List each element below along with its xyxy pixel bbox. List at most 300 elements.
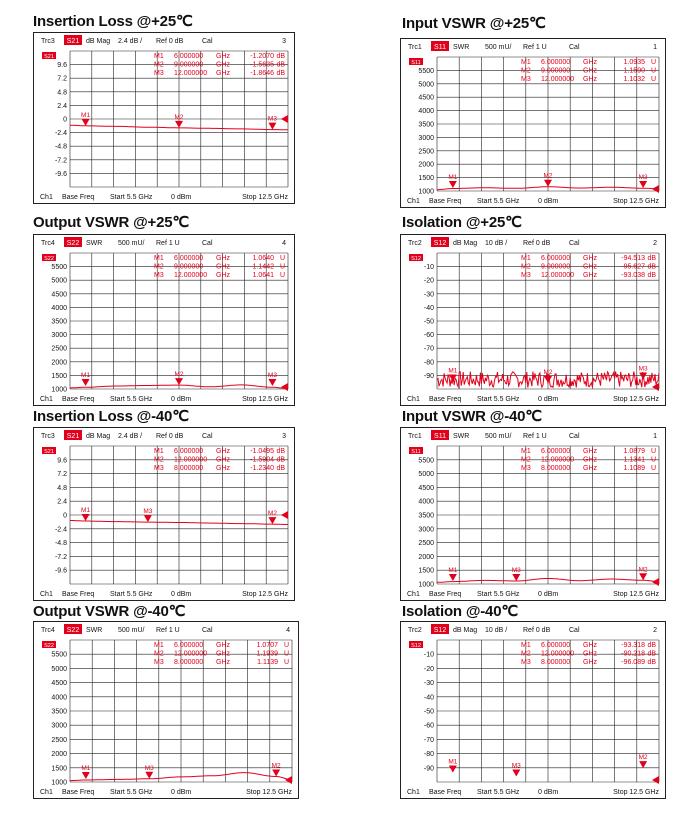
y-tick-label: 1500 xyxy=(51,765,67,773)
param-label: S21 xyxy=(66,433,80,440)
format-label: dB Mag xyxy=(86,38,111,45)
reference-marker xyxy=(652,776,659,784)
marker-table-unit: GHz xyxy=(583,448,597,455)
param-label: S11 xyxy=(434,44,446,51)
footer-stop: Stop 12.5 GHz xyxy=(613,396,659,403)
marker-table-unit: GHz xyxy=(583,67,597,75)
y-tick-label: 4.8 xyxy=(57,89,67,97)
y-tick-label: 2500 xyxy=(51,736,67,744)
marker-table-value: 1.1590 xyxy=(623,67,645,75)
marker-table-unit: GHz xyxy=(583,465,597,472)
chart-frame xyxy=(33,32,295,204)
y-tick-label: 4000 xyxy=(418,498,434,506)
marker-label: M2 xyxy=(174,113,184,121)
chart-title: Input VSWR @+25℃ xyxy=(402,15,546,32)
y-tick-label: -30 xyxy=(423,291,434,299)
marker-table-name: M1 xyxy=(521,255,531,262)
scale-label: 500 mU/ xyxy=(485,433,512,440)
marker-table-unit: GHz xyxy=(216,659,230,666)
footer-power: 0 dBm xyxy=(171,194,192,201)
footer-channel: Ch1 xyxy=(407,591,420,598)
format-label: SWR xyxy=(453,44,470,51)
format-label: SWR xyxy=(453,433,470,440)
ref-label: Ref 1 U xyxy=(523,433,547,440)
marker-table-value: 1.0935 xyxy=(623,59,645,66)
marker-table-value: 1.0641 xyxy=(252,272,274,279)
channel-number: 4 xyxy=(282,240,286,247)
y-tick-label: 4000 xyxy=(418,108,434,116)
marker-table-name: M2 xyxy=(521,650,531,658)
marker-table-value: 1.1939 xyxy=(256,650,278,658)
y-tick-label: 9.6 xyxy=(57,457,67,465)
trace-label: Trc2 xyxy=(408,240,422,247)
footer-base-freq: Base Freq xyxy=(62,194,95,201)
y-tick-label: 9.6 xyxy=(57,62,67,70)
trace-label: Trc3 xyxy=(41,433,55,440)
param-label: S12 xyxy=(433,627,447,634)
y-tick-label: 1500 xyxy=(51,372,67,380)
marker-table-freq: 12.000000 xyxy=(541,272,575,279)
footer-power: 0 dBm xyxy=(538,396,559,403)
chart-title: Isolation @+25℃ xyxy=(402,214,522,231)
marker-table-name: M2 xyxy=(521,263,531,271)
marker-table-unit: GHz xyxy=(216,448,230,455)
y-tick-label: -70 xyxy=(423,345,434,353)
trace-label: Trc1 xyxy=(408,433,422,440)
marker-triangle xyxy=(175,378,183,385)
marker-triangle xyxy=(82,119,90,126)
scale-label: 500 mU/ xyxy=(485,44,512,51)
marker-table-vunit: U xyxy=(279,272,285,279)
marker-table-value: -94.513 xyxy=(621,255,645,262)
marker-label: M2 xyxy=(543,172,553,180)
footer-base-freq: Base Freq xyxy=(62,396,95,403)
y-tick-label: 1000 xyxy=(51,779,67,787)
y-tick-label: 1000 xyxy=(418,188,434,196)
y-tick-label: -2.4 xyxy=(54,130,67,138)
y-tick-label: 0 xyxy=(63,512,67,520)
marker-table-value: 1.1139 xyxy=(257,659,278,666)
marker-table-unit: GHz xyxy=(216,255,230,262)
marker-table-value: -96.089 xyxy=(621,659,645,666)
y-tick-label: 5500 xyxy=(51,651,67,659)
cal-label: Cal xyxy=(202,240,213,247)
marker-table-freq: 6.000000 xyxy=(541,642,571,649)
marker-label: M1 xyxy=(448,567,458,574)
marker-table-freq: 6.000000 xyxy=(541,59,571,66)
y-tick-label: 1000 xyxy=(418,581,434,589)
ref-label: Ref 1 U xyxy=(156,627,180,634)
marker-table-vunit: dB xyxy=(647,263,656,271)
marker-triangle xyxy=(449,574,457,581)
y-tick-label: 2000 xyxy=(418,553,434,561)
marker-table-unit: GHz xyxy=(216,61,230,69)
trace-label: Trc3 xyxy=(41,38,55,45)
marker-table-vunit: dB xyxy=(647,255,656,262)
marker-table-value: 1.1089 xyxy=(623,465,645,472)
chart-frame xyxy=(33,621,299,799)
chart-svg xyxy=(401,235,665,405)
marker-triangle xyxy=(512,574,520,581)
marker-label: M3 xyxy=(267,115,277,123)
y-tick-label: -30 xyxy=(423,680,434,688)
ref-label: Ref 1 U xyxy=(523,44,547,51)
y-tick-label: -60 xyxy=(423,332,434,340)
marker-table-value: -95.627 xyxy=(621,263,645,271)
marker-table-vunit: dB xyxy=(276,61,285,69)
marker-table-unit: GHz xyxy=(216,456,230,464)
marker-table-name: M3 xyxy=(521,465,531,472)
axis-param-text: S22 xyxy=(44,256,54,262)
y-tick-label: -70 xyxy=(423,736,434,744)
marker-table-freq: 12.000000 xyxy=(174,456,208,464)
footer-base-freq: Base Freq xyxy=(62,789,95,796)
marker-label: M2 xyxy=(267,510,277,518)
chart-title: Input VSWR @-40℃ xyxy=(402,408,542,425)
y-tick-label: 5000 xyxy=(51,277,67,285)
marker-triangle xyxy=(268,379,276,386)
marker-label: M3 xyxy=(511,566,521,574)
chart-title: Output VSWR @-40℃ xyxy=(33,603,186,620)
marker-table-vunit: U xyxy=(650,59,656,66)
marker-table-name: M3 xyxy=(154,70,164,77)
marker-table-vunit: U xyxy=(283,659,289,666)
footer-power: 0 dBm xyxy=(171,396,192,403)
marker-table-value: -1.2340 xyxy=(250,465,274,472)
marker-table-vunit: U xyxy=(650,67,656,75)
ref-label: Ref 0 dB xyxy=(523,627,551,634)
marker-label: M3 xyxy=(143,508,153,516)
marker-triangle xyxy=(272,769,280,776)
y-tick-label: 3000 xyxy=(418,134,434,142)
footer-base-freq: Base Freq xyxy=(429,396,462,403)
channel-number: 2 xyxy=(653,240,657,247)
marker-table-freq: 8.000000 xyxy=(541,659,571,666)
param-label: S22 xyxy=(66,627,80,634)
marker-label: M3 xyxy=(638,174,648,181)
chart-svg xyxy=(401,428,665,600)
marker-table-unit: GHz xyxy=(583,255,597,262)
marker-table-unit: GHz xyxy=(216,272,230,279)
footer-start: Start 5.5 GHz xyxy=(110,194,153,201)
y-tick-label: 5500 xyxy=(418,457,434,465)
footer-power: 0 dBm xyxy=(171,591,192,598)
y-tick-label: 5000 xyxy=(51,665,67,673)
marker-label: M3 xyxy=(638,365,648,373)
marker-table-unit: GHz xyxy=(583,456,597,464)
y-tick-label: 2500 xyxy=(51,345,67,353)
scale-label: 10 dB / xyxy=(485,240,508,247)
marker-table-unit: GHz xyxy=(216,70,230,77)
y-tick-label: 2.4 xyxy=(57,498,67,506)
footer-stop: Stop 12.5 GHz xyxy=(613,591,659,598)
footer-channel: Ch1 xyxy=(40,396,53,403)
chart-svg xyxy=(34,428,294,600)
axis-param-text: S11 xyxy=(411,449,421,455)
y-tick-label: 4500 xyxy=(51,680,67,688)
y-tick-label: 3500 xyxy=(418,121,434,129)
footer-channel: Ch1 xyxy=(40,591,53,598)
marker-table-freq: 12.000000 xyxy=(174,650,208,658)
marker-label: M1 xyxy=(81,111,91,119)
marker-table-vunit: dB xyxy=(647,272,656,279)
y-tick-label: -40 xyxy=(423,694,434,702)
marker-triangle xyxy=(145,772,153,779)
cal-label: Cal xyxy=(569,44,580,51)
marker-table-unit: GHz xyxy=(583,642,597,649)
ref-label: Ref 0 dB xyxy=(523,240,551,247)
marker-table-vunit: dB xyxy=(647,659,656,666)
marker-table-value: -93.038 xyxy=(621,272,645,279)
y-tick-label: 5500 xyxy=(418,67,434,75)
marker-label: M1 xyxy=(448,367,458,375)
footer-stop: Stop 12.5 GHz xyxy=(613,789,659,796)
marker-triangle xyxy=(639,181,647,188)
marker-triangle xyxy=(82,514,90,521)
marker-label: M2 xyxy=(174,371,184,379)
format-label: dB Mag xyxy=(453,240,478,247)
marker-table-vunit: U xyxy=(283,642,289,649)
y-tick-label: 3500 xyxy=(418,512,434,520)
marker-table-unit: GHz xyxy=(216,263,230,271)
y-tick-label: -4.8 xyxy=(54,540,67,548)
y-tick-label: 4500 xyxy=(418,94,434,102)
footer-channel: Ch1 xyxy=(407,789,420,796)
marker-label: M2 xyxy=(271,762,281,770)
param-label: S11 xyxy=(434,433,446,440)
chart-frame xyxy=(400,38,666,208)
scale-label: 500 mU/ xyxy=(118,627,145,634)
marker-table-vunit: dB xyxy=(647,642,656,649)
y-tick-label: -20 xyxy=(423,277,434,285)
y-tick-label: 2000 xyxy=(51,751,67,759)
marker-table-unit: GHz xyxy=(583,76,597,83)
footer-stop: Stop 12.5 GHz xyxy=(242,396,288,403)
chart-frame xyxy=(400,427,666,601)
marker-table-name: M2 xyxy=(521,67,531,75)
marker-label: M2 xyxy=(638,754,648,762)
footer-stop: Stop 12.5 GHz xyxy=(613,198,659,205)
y-tick-label: -7.2 xyxy=(54,157,67,165)
axis-param-text: S21 xyxy=(44,54,54,60)
y-tick-label: 3000 xyxy=(418,526,434,534)
footer-channel: Ch1 xyxy=(407,396,420,403)
channel-number: 1 xyxy=(653,44,657,51)
footer-start: Start 5.5 GHz xyxy=(477,396,520,403)
chart-frame xyxy=(400,234,666,406)
chart-svg xyxy=(401,622,665,798)
chart-frame xyxy=(400,621,666,799)
y-tick-label: -20 xyxy=(423,665,434,673)
trace-label: Trc4 xyxy=(41,240,55,247)
marker-triangle xyxy=(449,766,457,773)
ref-label: Ref 0 dB xyxy=(156,38,184,45)
chart-title: Insertion Loss @-40℃ xyxy=(33,408,189,425)
channel-number: 3 xyxy=(282,433,286,440)
cal-label: Cal xyxy=(569,433,580,440)
marker-label: M2 xyxy=(543,369,553,377)
marker-label: M3 xyxy=(267,372,277,379)
marker-table-vunit: dB xyxy=(276,53,285,60)
param-label: S22 xyxy=(66,240,80,247)
y-tick-label: 5000 xyxy=(418,81,434,89)
marker-triangle xyxy=(639,373,647,380)
marker-table-value: -90.218 xyxy=(621,650,645,658)
marker-triangle xyxy=(512,769,520,776)
footer-start: Start 5.5 GHz xyxy=(110,396,153,403)
y-tick-label: -50 xyxy=(423,318,434,326)
marker-table-freq: 6.000000 xyxy=(541,255,571,262)
axis-param-text: S22 xyxy=(44,643,54,649)
y-tick-label: -10 xyxy=(423,651,434,659)
marker-table-freq: 12.000000 xyxy=(174,70,208,77)
marker-label: M1 xyxy=(81,765,91,772)
format-label: SWR xyxy=(86,240,103,247)
marker-table-freq: 6.000000 xyxy=(541,448,571,455)
y-tick-label: 5000 xyxy=(418,471,434,479)
y-tick-label: 2.4 xyxy=(57,102,67,110)
marker-table-value: -1.0495 xyxy=(250,448,274,455)
marker-triangle xyxy=(175,121,183,128)
marker-table-unit: GHz xyxy=(216,650,230,658)
cal-label: Cal xyxy=(202,38,213,45)
marker-table-value: 1.1032 xyxy=(623,76,645,83)
marker-triangle xyxy=(144,515,152,522)
marker-table-name: M3 xyxy=(154,659,164,666)
scale-label: 2.4 dB / xyxy=(118,38,143,45)
marker-table-unit: GHz xyxy=(583,272,597,279)
footer-channel: Ch1 xyxy=(40,789,53,796)
param-label: S12 xyxy=(433,240,447,247)
chart-title: Insertion Loss @+25℃ xyxy=(33,13,193,30)
footer-channel: Ch1 xyxy=(40,194,53,201)
marker-table-unit: GHz xyxy=(216,53,230,60)
format-label: dB Mag xyxy=(453,627,478,634)
y-tick-label: 0 xyxy=(63,116,67,124)
y-tick-label: 3500 xyxy=(51,708,67,716)
y-tick-label: 7.2 xyxy=(57,75,67,83)
footer-stop: Stop 12.5 GHz xyxy=(246,789,292,796)
marker-triangle xyxy=(449,181,457,188)
param-label: S21 xyxy=(66,38,80,45)
ref-label: Ref 0 dB xyxy=(156,433,184,440)
marker-label: M1 xyxy=(448,174,458,181)
marker-label: M3 xyxy=(144,764,154,772)
marker-table-name: M2 xyxy=(154,263,164,271)
y-tick-label: -10 xyxy=(423,264,434,272)
marker-table-name: M2 xyxy=(521,456,531,464)
marker-triangle xyxy=(268,517,276,524)
marker-table-unit: GHz xyxy=(216,465,230,472)
footer-power: 0 dBm xyxy=(171,789,192,796)
marker-table-freq: 9.000000 xyxy=(174,61,204,69)
y-tick-label: 2500 xyxy=(418,540,434,548)
scale-label: 10 dB / xyxy=(485,627,508,634)
marker-table-name: M1 xyxy=(521,59,531,66)
marker-table-freq: 8.000000 xyxy=(541,465,571,472)
y-tick-label: 2000 xyxy=(51,359,67,367)
format-label: dB Mag xyxy=(86,433,111,440)
y-tick-label: -90 xyxy=(423,372,434,380)
marker-table-name: M1 xyxy=(521,642,531,649)
y-tick-label: 4500 xyxy=(418,484,434,492)
marker-table-value: 1.0707 xyxy=(256,642,278,649)
footer-base-freq: Base Freq xyxy=(429,198,462,205)
y-tick-label: -60 xyxy=(423,722,434,730)
marker-table-name: M2 xyxy=(154,650,164,658)
footer-base-freq: Base Freq xyxy=(429,789,462,796)
marker-table-freq: 8.000000 xyxy=(174,659,204,666)
marker-table-freq: 12.000000 xyxy=(541,650,575,658)
cal-label: Cal xyxy=(569,627,580,634)
footer-base-freq: Base Freq xyxy=(62,591,95,598)
marker-table-freq: 12.000000 xyxy=(174,272,208,279)
marker-table-freq: 9.000000 xyxy=(541,67,571,75)
marker-table-name: M1 xyxy=(521,448,531,455)
y-tick-label: -50 xyxy=(423,708,434,716)
footer-start: Start 5.5 GHz xyxy=(110,591,153,598)
chart-frame xyxy=(33,234,295,406)
marker-table-name: M3 xyxy=(521,76,531,83)
marker-table-vunit: dB xyxy=(276,456,285,464)
reference-marker xyxy=(281,115,288,123)
chart-frame xyxy=(33,427,295,601)
marker-table-freq: 6.000000 xyxy=(174,53,204,60)
axis-param-text: S12 xyxy=(411,643,421,649)
y-tick-label: 2500 xyxy=(418,148,434,156)
marker-table-freq: 6.000000 xyxy=(174,642,204,649)
marker-triangle xyxy=(82,379,90,386)
y-tick-label: 4500 xyxy=(51,291,67,299)
marker-table-value: -93.318 xyxy=(621,642,645,649)
marker-table-unit: GHz xyxy=(583,263,597,271)
marker-table-name: M2 xyxy=(154,61,164,69)
marker-table-name: M1 xyxy=(154,255,164,262)
marker-table-freq: 6.000000 xyxy=(174,448,204,455)
marker-table-vunit: U xyxy=(283,650,289,658)
reference-marker xyxy=(281,511,288,519)
channel-number: 2 xyxy=(653,627,657,634)
marker-table-value: -1.5635 xyxy=(250,61,274,69)
reference-marker xyxy=(281,383,288,391)
marker-table-value: 1.1341 xyxy=(623,456,645,464)
marker-table-freq: 12.000000 xyxy=(541,76,575,83)
y-tick-label: -40 xyxy=(423,304,434,312)
y-tick-label: 3000 xyxy=(51,332,67,340)
y-tick-label: -9.6 xyxy=(54,567,67,575)
marker-label: M1 xyxy=(448,758,458,766)
marker-table-vunit: dB xyxy=(276,465,285,472)
footer-start: Start 5.5 GHz xyxy=(110,789,153,796)
axis-param-text: S11 xyxy=(411,60,421,66)
y-tick-label: -4.8 xyxy=(54,143,67,151)
marker-table-unit: GHz xyxy=(583,59,597,66)
y-tick-label: -7.2 xyxy=(54,553,67,561)
marker-table-freq: 9.000000 xyxy=(541,263,571,271)
marker-label: M3 xyxy=(511,762,521,770)
marker-table-vunit: U xyxy=(279,263,285,271)
footer-power: 0 dBm xyxy=(538,591,559,598)
marker-table-name: M3 xyxy=(521,272,531,279)
chart-svg xyxy=(34,622,298,798)
format-label: SWR xyxy=(86,627,103,634)
footer-start: Start 5.5 GHz xyxy=(477,198,520,205)
y-tick-label: 1500 xyxy=(418,567,434,575)
y-tick-label: 4000 xyxy=(51,694,67,702)
marker-table-vunit: dB xyxy=(276,70,285,77)
chart-title: Isolation @-40℃ xyxy=(402,603,518,620)
marker-triangle xyxy=(449,375,457,382)
